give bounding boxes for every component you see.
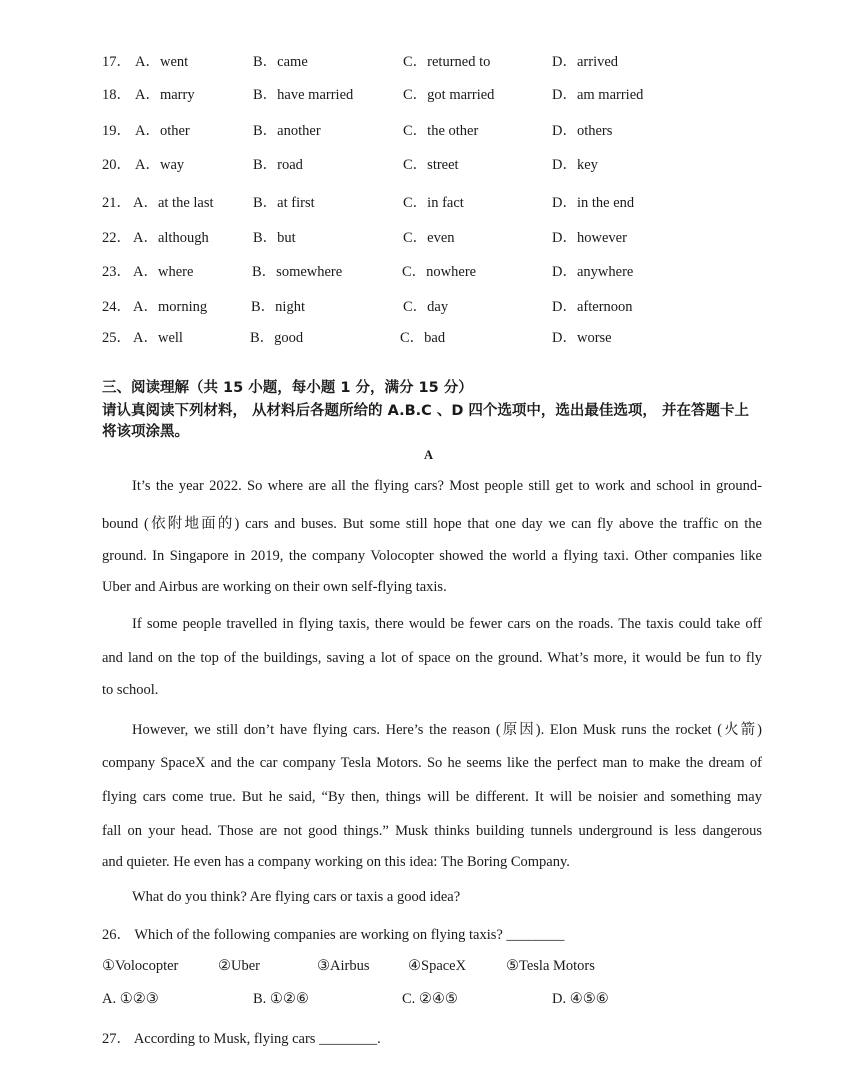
option-b: B．another [253, 123, 321, 139]
question-number: 23． [102, 264, 131, 280]
option-d: D．afternoon [552, 299, 633, 315]
question-21-row [0, 191, 860, 211]
question-number: 25． [102, 330, 131, 346]
option-d: D．arrived [552, 54, 619, 70]
question-18-row [0, 83, 860, 103]
question-number: 17． [102, 54, 131, 70]
choice-b: B. ①②⑥ [253, 991, 309, 1007]
item-spacex: ④SpaceX [408, 958, 467, 974]
question-number: 20． [102, 157, 131, 173]
option-c: C．nowhere [402, 264, 477, 280]
option-b: B．but [253, 230, 296, 246]
passage-label: A [424, 448, 434, 462]
passage-line: ground. In Singapore in 2019, the company Volocopter showed the world a flying taxi. Other companies like [102, 548, 762, 564]
passage-line: to school. [102, 682, 159, 698]
option-c: C．even [403, 230, 455, 246]
option-c: C．returned to [403, 54, 491, 70]
option-b: B．good [250, 330, 304, 346]
item-airbus: ③Airbus [317, 958, 370, 974]
option-c: C．day [403, 299, 449, 315]
choice-d: D. ④⑤⑥ [552, 991, 609, 1007]
passage-line: What do you think? Are flying cars or taxis a good idea? [132, 889, 461, 905]
option-d: D．anywhere [552, 264, 634, 280]
question-24-row [0, 295, 860, 315]
option-c: C．in fact [403, 195, 464, 211]
item-uber: ②Uber [218, 958, 260, 974]
option-a: A．morning [133, 299, 208, 315]
question-19-row [0, 119, 860, 139]
option-b: B．road [253, 157, 303, 173]
passage-line: Uber and Airbus are working on their own self-flying taxis. [102, 579, 447, 595]
question-25-row [0, 326, 860, 346]
option-a: A．although [133, 230, 209, 246]
passage-line: flying cars come true. But he said, “By then, things will be different. It will be noisier and something may [102, 789, 762, 805]
option-d: D．worse [552, 330, 612, 346]
question-number: 22． [102, 230, 131, 246]
option-a: A．other [135, 123, 190, 139]
option-d: D．in the end [552, 195, 635, 211]
passage-line: company SpaceX and the car company Tesla Motors. So he seems like the perfect man to make the dream of [102, 755, 762, 771]
option-b: B．at first [253, 195, 315, 211]
option-b: B．night [251, 299, 305, 315]
choice-a: A. ①②③ [102, 991, 159, 1007]
item-volocopter: ①Volocopter [102, 958, 179, 974]
option-b: B．somewhere [252, 264, 343, 280]
option-a: A．well [133, 330, 183, 346]
question-number: 19． [102, 123, 131, 139]
option-b: B．came [253, 54, 308, 70]
option-c: C．street [403, 157, 459, 173]
option-d: D．others [552, 123, 613, 139]
question-number: 24． [102, 299, 131, 315]
choice-c: C. ②④⑤ [402, 991, 458, 1007]
section-title: 三、阅读理解（共 15 小题，每小题 1 分，满分 15 分） [102, 380, 473, 396]
option-a: A．marry [135, 87, 195, 103]
passage-line: and quieter. He even has a company working on this idea: The Boring Company. [102, 854, 570, 870]
option-c: C．the other [403, 123, 479, 139]
question-26-stem: 26． Which of the following companies are working on flying taxis? ________ [102, 927, 565, 943]
question-number: 18． [102, 87, 131, 103]
passage-line: and land on the top of the buildings, saving a lot of space on the ground. What’s more, it would be fun to fly [102, 650, 762, 666]
passage-line: fall on your head. Those are not good things.” Musk thinks building tunnels underground is less dangerous [102, 823, 762, 839]
question-17-row [0, 50, 860, 70]
item-tesla-motors: ⑤Tesla Motors [506, 958, 595, 974]
option-a: A．where [133, 264, 194, 280]
option-a: A．way [135, 157, 185, 173]
question-number: 21． [102, 195, 131, 211]
passage-line: It’s the year 2022. So where are all the flying cars? Most people still get to work and school in ground- [132, 478, 762, 494]
option-c: C．bad [400, 330, 446, 346]
option-a: A．went [135, 54, 189, 70]
passage-line: However, we still don’t have flying cars. Here’s the reason (原因). Elon Musk runs the rocket (火箭) [132, 722, 762, 738]
option-a: A．at the last [133, 195, 214, 211]
option-b: B．have married [253, 87, 354, 103]
passage-line: bound (依附地面的) cars and buses. But some still hope that one day we can fly above the traffic on the [102, 516, 762, 532]
option-d: D．am married [552, 87, 644, 103]
passage-line: If some people travelled in flying taxis, there would be fewer cars on the roads. The taxis could take off [132, 616, 762, 632]
question-20-row [0, 153, 860, 173]
question-22-row [0, 226, 860, 246]
option-c: C．got married [403, 87, 495, 103]
option-d: D．key [552, 157, 598, 173]
question-23-row [0, 260, 860, 280]
section-instruction: 请认真阅读下列材料， 从材料后各题所给的 A.B.C 、D 四个选项中，选出最佳选项， 并在答题卡上将该项涂黑。 [102, 403, 749, 440]
question-27-stem: 27． According to Musk, flying cars ________. [102, 1031, 381, 1047]
option-d: D．however [552, 230, 627, 246]
